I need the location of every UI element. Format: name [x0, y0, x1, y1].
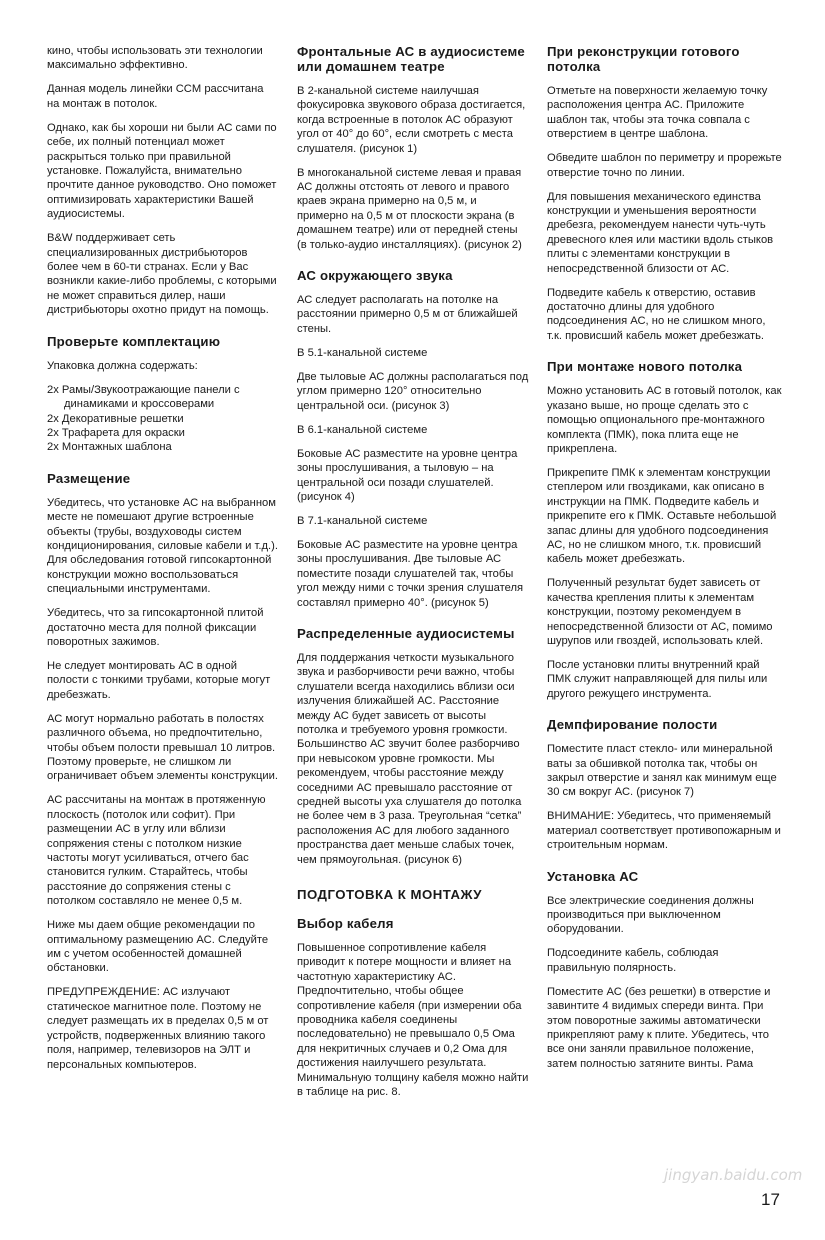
- paragraph: Повышенное сопротивление кабеля приводит к потере мощности и влияет на частотную характеристику АС. Предпочтительно, чтобы общее сопротивление кабеля (при измерении оба проводника кабеля соединены последовательно) не превышало 0,5 Ома для некритичных случаев и 0,2 Ома для достижения наилучшего результата. Минимальную толщину кабеля можно найти в таблице на рис. 8.: [297, 942, 529, 1099]
- paragraph: Поместите АС (без решетки) в отверстие и завинтите 4 видимых спереди винта. При этом поворотные зажимы автоматически прикрепляют раму к плите. Убедитесь, что все они заняли правильное положение, затем полностью затяните винты. Рама: [547, 985, 771, 1070]
- paragraph: В 5.1-канальной системе: [297, 346, 428, 359]
- paragraph: Прикрепите ПМК к элементам конструкции степлером или гвоздиками, как описано в инструкции на ПМК. Подведите кабель и прикрепите его к ПМК. Оставьте небольшой запас длины для удобного подсоединения АС, но не слишком много, т.к. провисший кабель может дребезжать.: [547, 466, 777, 566]
- paragraph: АС следует располагать на потолке на расстоянии примерно 0,5 м от ближайшей стены.: [297, 294, 518, 335]
- paragraph: Две тыловые АС должны располагаться под углом примерно 120° относительно центральной оси. (рисунок 3): [297, 370, 529, 412]
- column-1: [47, 44, 279, 1082]
- paragraph: Данная модель линейки CCM рассчитана на монтаж в потолок.: [47, 83, 264, 110]
- list-item: 2x Декоративные решетки: [47, 412, 184, 425]
- paragraph: Убедитесь, что за гипсокартонной плитой достаточно места для полной фиксации поворотных зажимов.: [47, 607, 264, 648]
- heading-cavity-damping: Демпфирование полости: [547, 717, 718, 733]
- column-3: [547, 44, 783, 1081]
- paragraph: Для поддержания четкости музыкального звука и разборчивости речи важно, чтобы слушатели всегда находились вблизи оси излучения ближайшей АС. Расстояние между АС будет зависеть от высоты потолка и требуемого уровня громкости. Большинство АС звучит более разборчиво при невысоком уровне громкости. Мы рекомендуем, чтобы расстояние между соседними АС превышало расстояние от средней высоты уха слушателя до потолка не более чем в 3 раза. Треугольная “сетка” расположения АС для любого заданного пространства дает меньше слабых точек, чем прямоугольная. (рисунок 6): [297, 651, 522, 866]
- paragraph: кино, чтобы использовать эти технологии максимально эффективно.: [47, 45, 263, 72]
- paragraph: Не следует монтировать АС в одной полости с тонкими трубами, которые могут дребезжать.: [47, 659, 271, 701]
- paragraph: В 7.1-канальной системе: [297, 514, 428, 527]
- paragraph: Боковые АС разместите на уровне центра зоны прослушивания, а тыловую – на центральной оси позади слушателей. (рисунок 4): [297, 447, 518, 503]
- paragraph: Ниже мы даем общие рекомендации по оптимальному размещению АС. Следуйте им с учетом особенностей домашней обстановки.: [47, 919, 269, 975]
- paragraph: АС рассчитаны на монтаж в протяженную плоскость (потолок или софит). При размещении АС в углу или вблизи сопряжения стены с потолком низкие частоты могут усиливаться, отчего бас становится гулким. Старайтесь, чтобы расстояние до сопряжения стены с потолком составляло не менее 0,5 м.: [47, 794, 266, 908]
- paragraph: Все электрические соединения должны производиться при выключенном оборудовании.: [547, 894, 754, 936]
- heading-distributed-systems: Распределенные аудиосистемы: [297, 625, 515, 641]
- heading-check-contents: Проверьте комплектацию: [47, 333, 221, 349]
- paragraph: Убедитесь, что установке АС на выбранном месте не помешают другие встроенные объекты (трубы, воздуховоды систем кондиционирования, силовые кабели и т.д.). Для обследования готовой гипсокартонной конструкции можно воспользоваться специальными инструментами.: [47, 496, 278, 596]
- heading-reconstruction: При реконструкции готового потолка: [547, 44, 740, 74]
- heading-front-speakers: Фронтальные АС в аудиосистеме или домашнем театре: [297, 44, 525, 74]
- warning-paragraph: ПРЕДУПРЕЖДЕНИЕ: АС излучают статическое магнитное поле. Поэтому не следует размещать их в пределах 0,5 м от устройств, подверженных влиянию такого поля, например, телевизоров на ЭЛТ и персональных компьютеров.: [47, 986, 269, 1071]
- paragraph: ВНИМАНИЕ: Убедитесь, что применяемый материал соответствует противопожарным и строительным нормам.: [547, 810, 781, 852]
- list-item: 2x Рамы/Звукоотражающие панели с динамиками и кроссоверами: [47, 383, 240, 411]
- paragraph: B&W поддерживает сеть специализированных дистрибьюторов более чем в 60-ти странах. Если у Вас возникли какие-либо проблемы, с которыми не может справиться дилер, наши дистрибьюторы охотно придут на помощь.: [47, 232, 277, 317]
- paragraph: После установки плиты внутренний край ПМК служит направляющей для пилы или другого режущего инструмента.: [547, 658, 768, 700]
- paragraph: Боковые АС разместите на уровне центра зоны прослушивания. Две тыловые АС поместите позади слушателей так, чтобы угол между ними с точки зрения слушателя составлял примерно 40°. (рисунок 5): [297, 538, 524, 609]
- paragraph: Поместите пласт стекло- или минеральной ваты за обшивкой потолка так, чтобы он закрыл отверстие и занял как минимум еще 30 см вокруг АС. (рисунок 7): [547, 743, 777, 799]
- paragraph: Обведите шаблон по периметру и прорежьте отверстие точно по линии.: [547, 152, 782, 179]
- heading-speaker-installation: Установка АС: [547, 868, 639, 884]
- list-item: 2x Монтажных шаблона: [47, 441, 172, 454]
- paragraph: Упаковка должна содержать:: [47, 359, 198, 372]
- list-item: 2x Трафарета для окраски: [47, 426, 185, 439]
- heading-placement: Размещение: [47, 470, 131, 486]
- page-number: 17: [761, 1190, 780, 1209]
- paragraph: Однако, как бы хороши ни были АС сами по себе, их полный потенциал может раскрыться только при правильной установке. Пожалуйста, внимательно прочтите данное руководство. Оно поможет оптимизировать характеристики Вашей аудиосистемы.: [47, 121, 277, 221]
- paragraph: Полученный результат будет зависеть от качества крепления плиты к элементам конструкции, поэтому рекомендуем в непосредственной близости от АС, помимо шурупов или гвоздей, использовать клей.: [547, 577, 773, 647]
- paragraph: Можно установить АС в готовый потолок, как указано выше, но проще сделать это с помощью опционального пре-монтажного комплекта (ПМК), пока плита еще не прикреплена.: [547, 385, 782, 455]
- heading-cable-choice: Выбор кабеля: [297, 916, 394, 932]
- watermark: jingyan.baidu.com: [664, 1166, 803, 1184]
- paragraph: В 2-канальной системе наилучшая фокусировка звукового образа достигается, когда встроенные в потолок АС образуют угол от 40° до 60°, если смотреть с места слушателя. (рисунок 1): [297, 85, 526, 155]
- contents-list: [47, 383, 279, 455]
- paragraph: Подсоедините кабель, соблюдая правильную полярность.: [547, 947, 719, 974]
- paragraph: Для повышения механического единства конструкции и уменьшения вероятности дребезга, рекомендуем нанести чуть-чуть древесного клея или мастики вдоль стыков плиты с элементами конструкции в непосредственной близости от АС.: [547, 190, 774, 275]
- heading-new-ceiling: При монтаже нового потолка: [547, 359, 743, 375]
- paragraph: Отметьте на поверхности желаемую точку расположения центра АС. Приложите шаблон так, чтобы эта точка совпала с отверстием в центре шаблона.: [547, 85, 768, 141]
- paragraph: В многоканальной системе левая и правая АС должны отстоять от левого и правого краев экрана примерно на 0,5 м, и примерно на 0,5 м от плоскости экрана (в домашнем театре) или от передней стены (в только-аудио инсталляциях). (рисунок 2): [297, 166, 522, 251]
- paragraph: АС могут нормально работать в полостях различного объема, но предпочтительно, чтобы объем полости превышал 10 литров. Поэтому проверьте, не слишком ли ограничивает объем элементы конструкции.: [47, 712, 278, 783]
- paragraph: В 6.1-канальной системе: [297, 423, 428, 436]
- section-title-installation-prep: ПОДГОТОВКА К МОНТАЖУ: [297, 887, 482, 903]
- column-2: [297, 44, 529, 1109]
- heading-surround-speakers: АС окружающего звука: [297, 268, 453, 284]
- paragraph: Подведите кабель к отверстию, оставив достаточно длины для удобного подсоединения АС, но не слишком много, т.к. провисший кабель может дребезжать.: [547, 286, 766, 342]
